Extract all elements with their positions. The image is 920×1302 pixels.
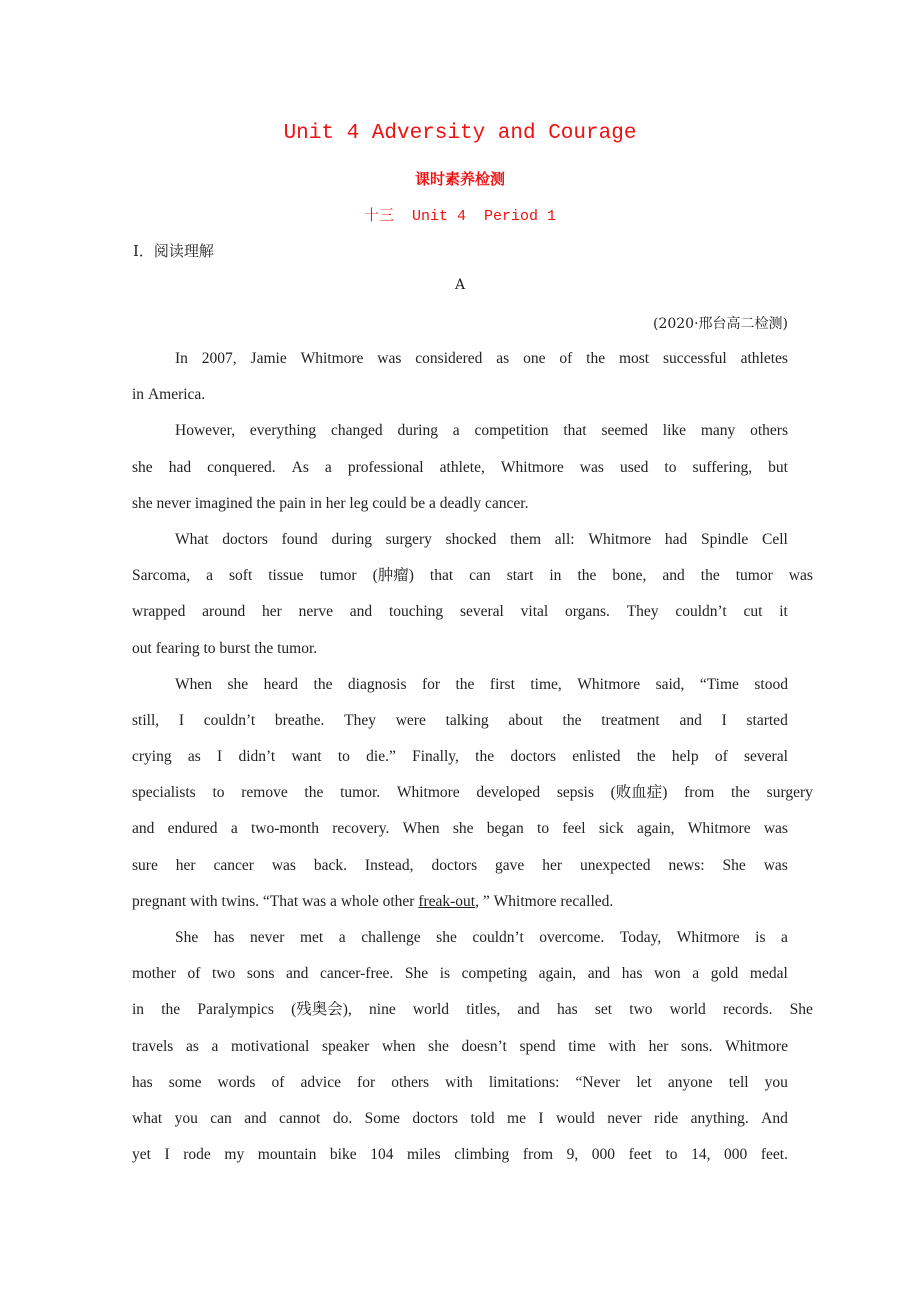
passage-letter: A (454, 277, 466, 293)
passage-line: in the Paralympics (残奥会), nine world titles, and has set two world records. She (132, 1001, 813, 1019)
passage-line: pregnant with twins. “That was a whole other freak-out, ” Whitmore recalled. (132, 892, 614, 910)
passage-line: When she heard the diagnosis for the first time, Whitmore said, “Time stood (175, 675, 788, 693)
passage-line: yet I rode my mountain bike 104 miles climbing from 9, 000 feet to 14, 000 feet. (132, 1146, 788, 1164)
passage-source: (2020·邢台高二检测) (652, 316, 788, 332)
passage-line: crying as I didn’t want to die.” Finally, the doctors enlisted the help of several (132, 748, 788, 766)
passage-line: has some words of advice for others with limitations: “Never let anyone tell you (132, 1073, 788, 1091)
exercise-subtitle: 课时素养检测 (414, 170, 505, 188)
passage-line: Sarcoma, a soft tissue tumor (肿瘤) that can start in the bone, and the tumor was (132, 567, 813, 585)
passage-line: However, everything changed during a competition that seemed like many others (175, 422, 788, 440)
passage-line: out fearing to burst the tumor. (132, 639, 318, 657)
passage-line: in America. (132, 386, 206, 404)
passage-line: she had conquered. As a professional athlete, Whitmore was used to suffering, but (132, 458, 788, 476)
passage-line: and endured a two-month recovery. When she began to feel sick again, Whitmore was (132, 820, 788, 838)
passage-line: what you can and cannot do. Some doctors told me I would never ride anything. And (132, 1109, 788, 1127)
passage-line: What doctors found during surgery shocked them all: Whitmore had Spindle Cell (175, 530, 788, 548)
passage-line: travels as a motivational speaker when she doesn’t spend time with her sons. Whitmore (132, 1037, 788, 1055)
passage-line: sure her cancer was back. Instead, doctors gave her unexpected news: She was (132, 856, 788, 874)
period-label: 十三 Unit 4 Period 1 (363, 208, 557, 225)
passage-line: she never imagined the pain in her leg could be a deadly cancer. (132, 494, 529, 512)
passage-line: She has never met a challenge she couldn’t overcome. Today, Whitmore is a (175, 929, 788, 946)
passage-line: mother of two sons and cancer-free. She is competing again, and has won a gold medal (132, 965, 788, 983)
passage-line: wrapped around her nerve and touching several vital organs. They couldn’t cut it (132, 603, 788, 621)
unit-title: Unit 4 Adversity and Courage (283, 122, 637, 145)
section-heading-reading: Ⅰ．阅读理解 (133, 242, 214, 260)
passage-body (132, 346, 813, 1178)
passage-line: specialists to remove the tumor. Whitmore developed sepsis (败血症) from the surgery (132, 784, 813, 802)
passage-line: still, I couldn’t breathe. They were talking about the treatment and I started (132, 711, 788, 729)
passage-line: In 2007, Jamie Whitmore was considered as one of the most successful athletes (175, 350, 788, 367)
